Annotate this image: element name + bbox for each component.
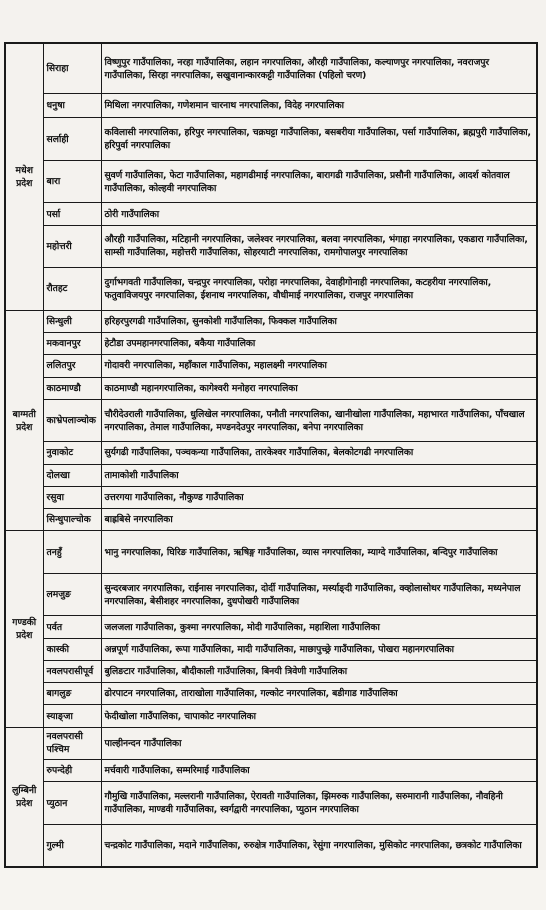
municipality-list: फेदीखोला गाउँपालिका, चापाकोट नगरपालिका [101,705,537,727]
municipality-list: गोदावरी नगरपालिका, महाँकाल गाउँपालिका, महालक्ष्मी नगरपालिका [101,355,537,377]
municipality-list: तामाकोशी गाउँपालिका [101,464,537,486]
district-name: रुपन्देही [43,760,101,782]
table-row [5,225,537,268]
municipality-list: काठमाण्डौ महानगरपालिका, कागेश्वरी मनोहरा नगरपालिका [101,377,537,399]
district-name: कास्की [43,638,101,660]
table-row [5,824,537,867]
page-margin-bottom [0,870,546,910]
municipality-list: विष्णुपुर गाउँपालिका, नरहा गाउँपालिका, लहान नगरपालिका, औरही गाउँपालिका, कल्याणपुर नगरपालिका, नवराजपुर गाउँपालिका, सिरहा नगरपालिका, सखुवानान्कारकट्टी गाउँपालिका (पहिलो चरण) [101,43,537,94]
municipality-table-sheet [4,42,538,868]
table-row [5,310,537,332]
district-name: बागलुङ [43,683,101,705]
district-name: सिन्धुपाल्चोक [43,509,101,531]
table-row [5,94,537,118]
district-name: नवलपरासी पश्चिम [43,727,101,759]
table-row [5,683,537,705]
table-row [5,638,537,660]
district-name: नुवाकोट [43,442,101,464]
province-name: मधेश प्रदेश [5,43,43,310]
province-name: लुम्बिनी प्रदेश [5,727,43,867]
table-row [5,332,537,354]
municipality-list: सुन्दरबजार नगरपालिका, राईनास नगरपालिका, दोर्दी गाउँपालिका, मर्स्याङ्दी गाउँपालिका, क्व्होलासोथर गाउँपालिका, मध्यनेपाल नगरपालिका, बेसीशहर नगरपालिका, दुधपोखरी गाउँपालिका [101,573,537,616]
municipality-list: ढोरपाटन नगरपालिका, ताराखोला गाउँपालिका, गल्कोट नगरपालिका, बडीगाड गाउँपालिका [101,683,537,705]
municipality-list: सुर्यगढी गाउँपालिका, पञ्चकन्या गाउँपालिका, तारकेश्वर गाउँपालिका, बेलकोटगढी नगरपालिका [101,442,537,464]
municipality-list: कविलासी नगरपालिका, हरिपुर नगरपालिका, चक्रघट्टा गाउँपालिका, बसबरीया गाउँपालिका, पर्सा गाउँपालिका, ब्रह्मपुरी गाउँपालिका, हरिपुर्वा नगरपालिका [101,118,537,161]
district-name: दोलखा [43,464,101,486]
municipality-list: गौमुखि गाउँपालिका, मल्लरानी गाउँपालिका, ऐरावती गाउँपालिका, झिमरुक गाउँपालिका, सरुमारानी गाउँपालिका, नौवहिनी गाउँपालिका, माण्डवी गाउँपालिका, स्वर्गद्वारी नगरपालिका, प्युठान नगरपालिका [101,782,537,825]
district-name: धनुषा [43,94,101,118]
district-name: सर्लाही [43,118,101,161]
table-row [5,268,537,311]
municipality-table [4,42,538,868]
municipality-list: मर्चवारी गाउँपालिका, सम्मरिमाई गाउँपालिका [101,760,537,782]
table-row [5,355,537,377]
district-name: महोत्तरी [43,225,101,268]
district-name: नवलपरासीपूर्व [43,660,101,682]
table-row [5,660,537,682]
municipality-list: दुर्गाभगवती गाउँपालिका, चन्द्रपुर नगरपालिका, परोहा नगरपालिका, देवाहीगोनाही नगरपालिका, कटहरीया नगरपालिका, फतुवाविजयपुर नगरपालिका, ईशनाथ नगरपालिका, वौधीमाई नगरपालिका, राजपुर नगरपालिका [101,268,537,311]
table-row [5,160,537,203]
province-name: गण्डकी प्रदेश [5,531,43,727]
municipality-list: चन्द्रकोट गाउँपालिका, मदाने गाउँपालिका, रुरुक्षेत्र गाउँपालिका, रेसुंगा नगरपालिका, मुसिकोट नगरपालिका, छत्रकोट गाउँपालिका [101,824,537,867]
table-row [5,399,537,442]
table-row [5,118,537,161]
table-row [5,782,537,825]
table-row [5,377,537,399]
district-name: सिन्धुली [43,310,101,332]
municipality-list: हरिहरपुरगढी गाउँपालिका, सुनकोशी गाउँपालिका, फिक्कल गाउँपालिका [101,310,537,332]
district-name: बारा [43,160,101,203]
municipality-list: पाल्हीनन्दन गाउँपालिका [101,727,537,759]
municipality-list: चौरीदेउराली गाउँपालिका, धुलिखेल नगरपालिका, पनौती नगरपालिका, खानीखोला गाउँपालिका, महाभारत गाउँपालिका, पाँचखाल नगरपालिका, तेमाल गाउँपालिका, मण्डनदेउपुर नगरपालिका, बनेपा नगरपालिका [101,399,537,442]
district-name: रौतहट [43,268,101,311]
municipality-list: सुवर्ण गाउँपालिका, फेटा गाउँपालिका, महागढीमाई नगरपालिका, बारागढी गाउँपालिका, प्रसौनी गाउँपालिका, आदर्श कोतवाल गाउँपालिका, कोल्हवी नगरपालिका [101,160,537,203]
district-name: काभ्रेपलाञ्चोक [43,399,101,442]
table-row [5,616,537,638]
district-name: लमजुङ [43,573,101,616]
table-row [5,531,537,574]
municipality-list: मिथिला नगरपालिका, गणेशमान चारनाथ नगरपालिका, विदेह नगरपालिका [101,94,537,118]
table-row [5,464,537,486]
municipality-list: जलजला गाउँपालिका, कुश्मा नगरपालिका, मोदी गाउँपालिका, महाशिला गाउँपालिका [101,616,537,638]
district-name: स्याङ्जा [43,705,101,727]
table-row [5,43,537,94]
table-row [5,203,537,225]
municipality-list: अन्नपूर्ण गाउँपालिका, रूपा गाउँपालिका, मादी गाउँपालिका, माछापुच्छ्रे गाउँपालिका, पोखरा महानगरपालिका [101,638,537,660]
municipality-list: हेटौडा उपमहानगरपालिका, बकैया गाउँपालिका [101,332,537,354]
municipality-list: बाह्रबिसे नगरपालिका [101,509,537,531]
municipality-list: बुलिङटार गाउँपालिका, बौदीकाली गाउँपालिका, बिनयी त्रिवेणी गाउँपालिका [101,660,537,682]
province-name: बाग्मती प्रदेश [5,310,43,531]
table-row [5,486,537,508]
district-name: पर्सा [43,203,101,225]
district-name: मकवानपुर [43,332,101,354]
district-name: प्युठान [43,782,101,825]
table-row [5,509,537,531]
district-name: तनहुँ [43,531,101,574]
table-row [5,442,537,464]
district-name: गुल्मी [43,824,101,867]
municipality-list: ठोरी गाउँपालिका [101,203,537,225]
table-row [5,727,537,759]
district-name: रसुवा [43,486,101,508]
table-row [5,573,537,616]
table-row [5,705,537,727]
district-name: ललितपुर [43,355,101,377]
municipality-list: भानु नगरपालिका, घिरिङ गाउँपालिका, ऋषिङ्ग गाउँपालिका, व्यास नगरपालिका, म्याग्दे गाउँपालिका, बन्दिपुर गाउँपालिका [101,531,537,574]
district-name: काठमाण्डौ [43,377,101,399]
district-name: सिराहा [43,43,101,94]
municipality-list: औरही गाउँपालिका, मटिहानी नगरपालिका, जलेश्वर नगरपालिका, बलवा नगरपालिका, भंगाहा नगरपालिका, एकडारा गाउँपालिका, साम्सी गाउँपालिका, महोत्तरी गाउँपालिका, सोहरयाटी नगरपालिका, रामगोपालपुर नगरपालिका [101,225,537,268]
district-name: पर्वत [43,616,101,638]
table-row [5,760,537,782]
municipality-list: उत्तरगया गाउँपालिका, नौकुण्ड गाउँपालिका [101,486,537,508]
